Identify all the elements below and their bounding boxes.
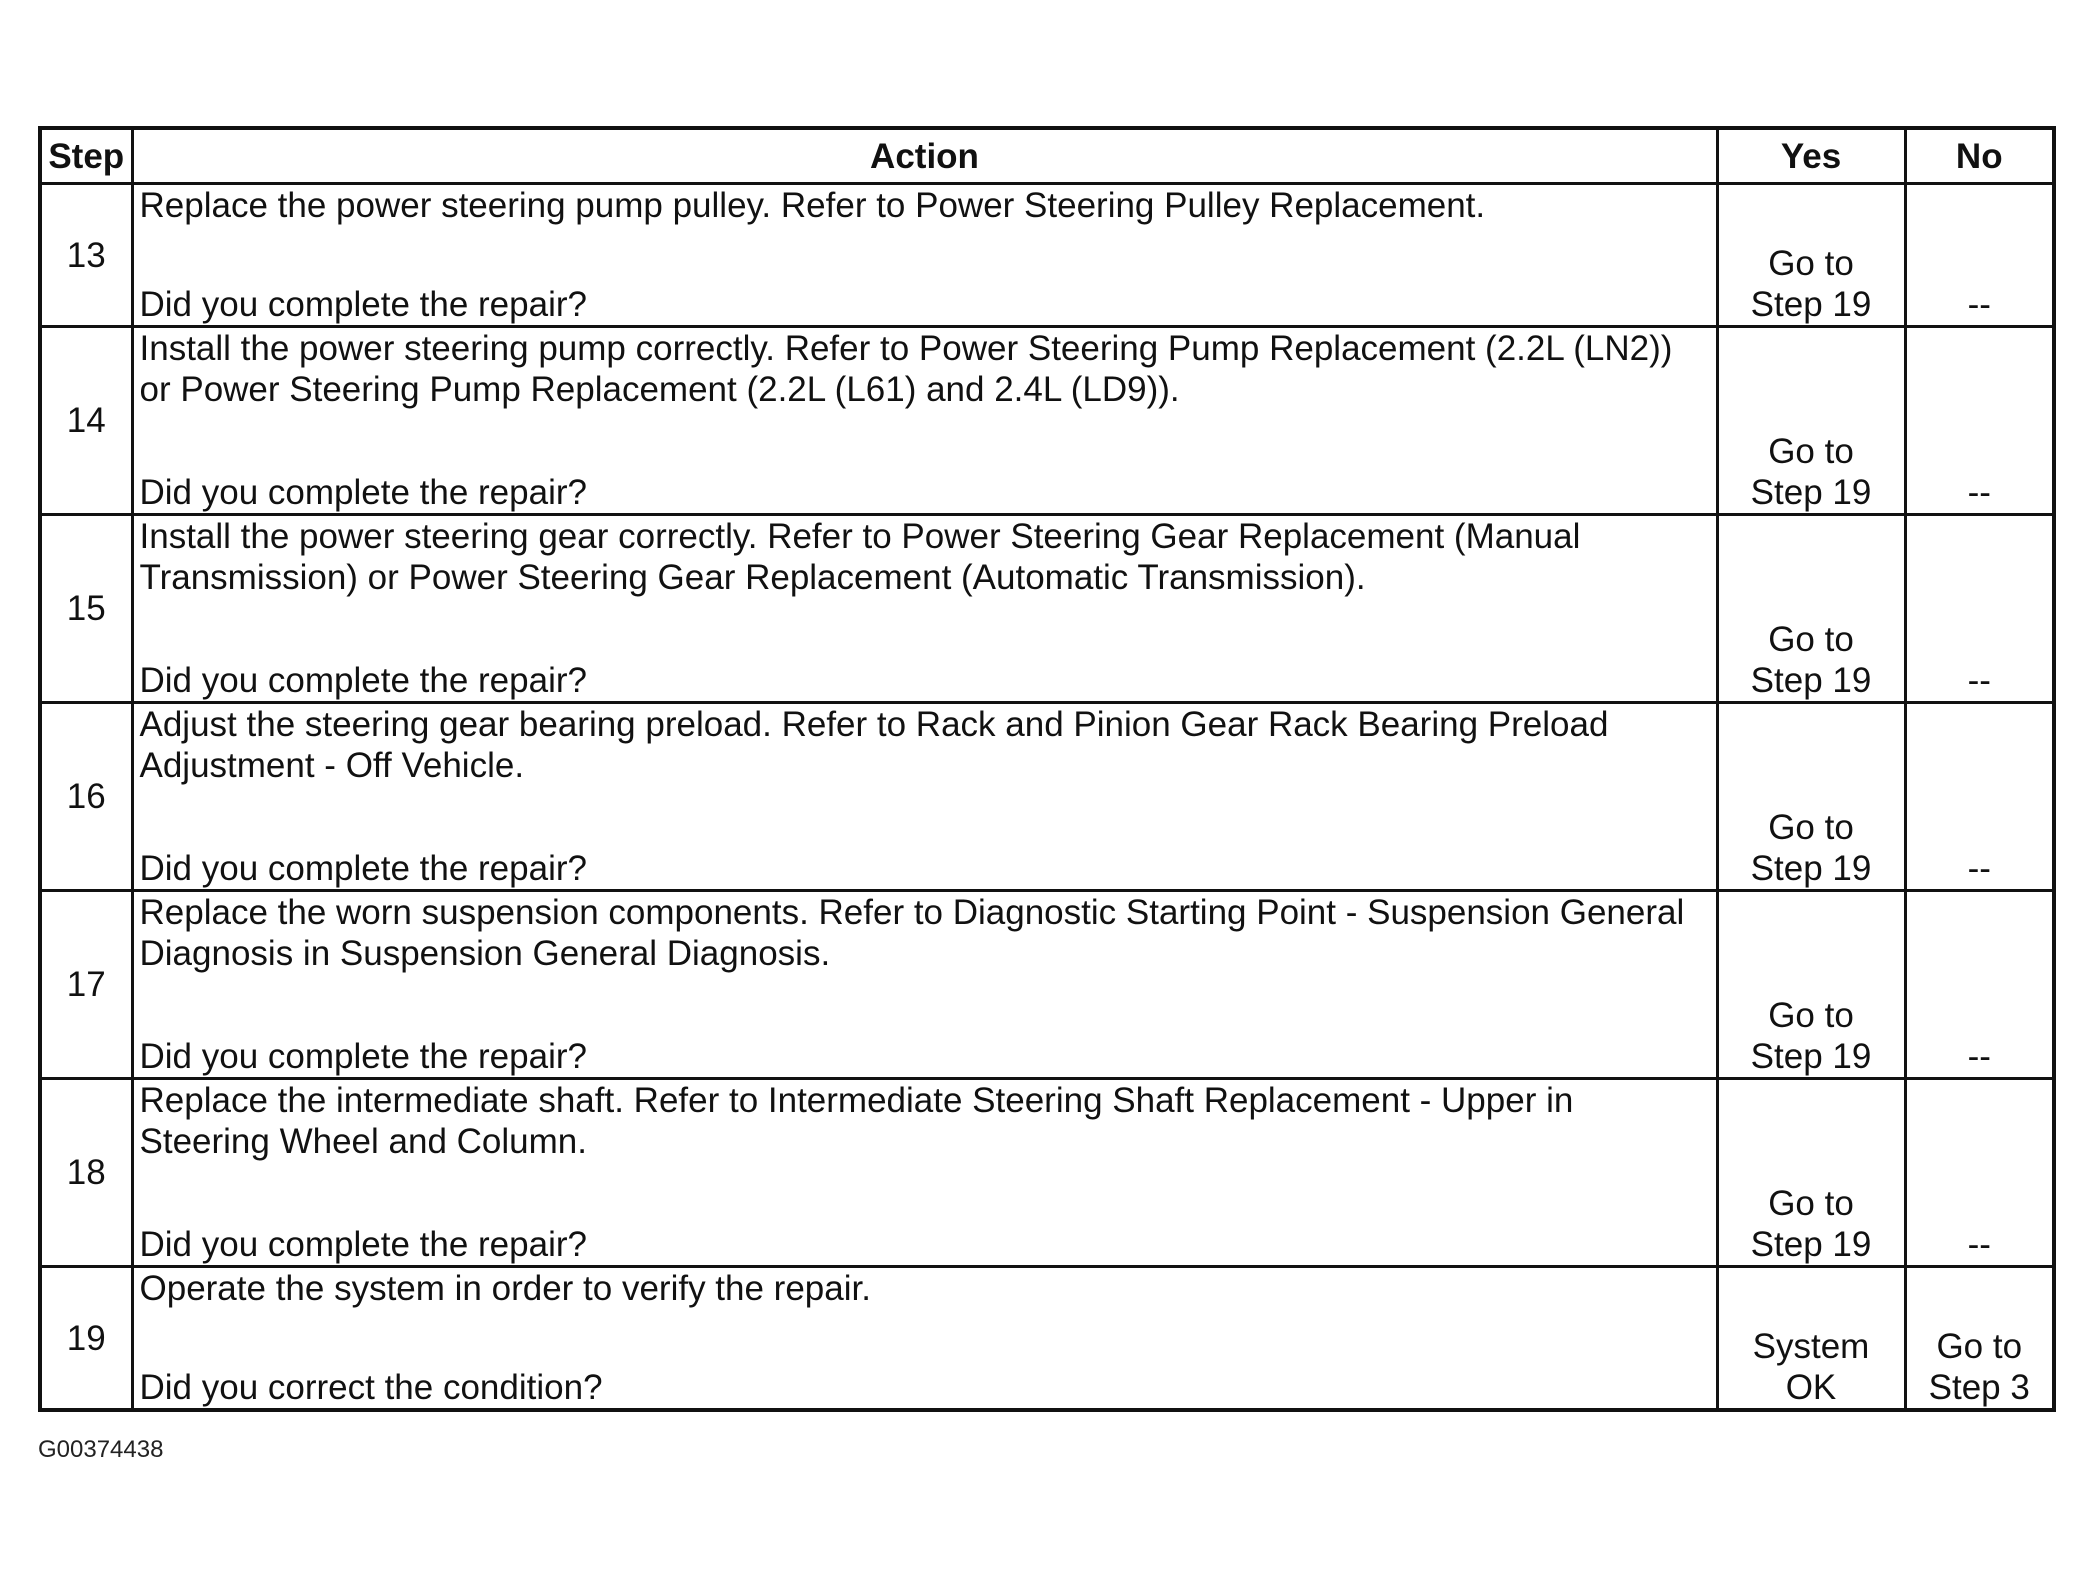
no-result [1905, 891, 2054, 1079]
no-line-2: -- [1967, 473, 1991, 512]
step-number: 19 [40, 1267, 132, 1411]
no-line-2: -- [1967, 1225, 1991, 1264]
action-cell [132, 1079, 1717, 1267]
yes-line-1: Go to [1768, 620, 1854, 659]
table-row [40, 515, 2054, 703]
action-cell [132, 703, 1717, 891]
no-result [1905, 327, 2054, 515]
table-row [40, 1267, 2054, 1411]
yes-line-1: Go to [1768, 244, 1854, 283]
yes-line-2: Step 19 [1750, 473, 1872, 512]
action-text: Install the power steering pump correctly. Refer to Power Steering Pump Replacement (2.2L (LN2)) or Power Steering Pump Replacement (2.2L (L61) and 2.4L (LD9)). [139, 329, 1673, 409]
yes-line-2: Step 19 [1750, 285, 1872, 324]
table-header-row [40, 128, 2054, 184]
question-text: Did you complete the repair? [139, 1225, 587, 1264]
no-line-1: Go to [1936, 1327, 2023, 1366]
header-yes: Yes [1717, 128, 1905, 184]
table-row [40, 327, 2054, 515]
action-cell [132, 891, 1717, 1079]
no-line-2: -- [1967, 849, 1991, 888]
yes-line-1: Go to [1768, 1184, 1854, 1223]
action-text: Replace the power steering pump pulley. Refer to Power Steering Pulley Replacement. [139, 186, 1486, 225]
header-no: No [1905, 128, 2054, 184]
yes-line-1: Go to [1768, 432, 1854, 471]
no-line-2: -- [1967, 1037, 1991, 1076]
action-text: Replace the intermediate shaft. Refer to Intermediate Steering Shaft Replacement - Upper in Steering Wheel and Column. [139, 1081, 1574, 1161]
no-line-1 [1907, 1183, 2053, 1224]
no-line-2: -- [1967, 285, 1991, 324]
no-result [1905, 1267, 2054, 1411]
yes-line-2: Step 19 [1750, 661, 1872, 700]
yes-line-2: Step 19 [1750, 849, 1872, 888]
yes-result [1717, 891, 1905, 1079]
step-number: 13 [40, 184, 132, 327]
action-cell [132, 515, 1717, 703]
action-text: Operate the system in order to verify the repair. [139, 1269, 871, 1308]
no-result [1905, 515, 2054, 703]
yes-line-1: Go to [1768, 996, 1854, 1035]
header-action: Action [132, 128, 1717, 184]
step-number: 16 [40, 703, 132, 891]
yes-line-1: System [1752, 1327, 1870, 1366]
no-result [1905, 184, 2054, 327]
no-line-1 [1907, 995, 2053, 1036]
no-line-2: Step 3 [1928, 1368, 2030, 1407]
action-text: Adjust the steering gear bearing preload. Refer to Rack and Pinion Gear Rack Bearing Preload Adjustment - Off Vehicle. [139, 705, 1609, 785]
action-cell [132, 327, 1717, 515]
no-line-1 [1907, 807, 2053, 848]
no-line-2: -- [1967, 661, 1991, 700]
step-number: 17 [40, 891, 132, 1079]
yes-line-2: Step 19 [1750, 1225, 1872, 1264]
question-text: Did you complete the repair? [139, 1037, 587, 1076]
no-line-1 [1907, 619, 2053, 660]
question-text: Did you complete the repair? [139, 473, 587, 512]
table-row [40, 184, 2054, 327]
step-number: 15 [40, 515, 132, 703]
question-text: Did you complete the repair? [139, 849, 587, 888]
yes-result [1717, 184, 1905, 327]
document-id: G00374438 [38, 1436, 164, 1463]
question-text: Did you complete the repair? [139, 661, 587, 700]
yes-result [1717, 1267, 1905, 1411]
diagnostic-table [38, 126, 2056, 1412]
step-number: 14 [40, 327, 132, 515]
no-line-1 [1907, 431, 2053, 472]
yes-line-1: Go to [1768, 808, 1854, 847]
yes-result [1717, 703, 1905, 891]
yes-line-2: Step 19 [1750, 1037, 1872, 1076]
yes-result [1717, 515, 1905, 703]
table-row [40, 1079, 2054, 1267]
yes-result [1717, 1079, 1905, 1267]
step-number: 18 [40, 1079, 132, 1267]
action-text: Replace the worn suspension components. Refer to Diagnostic Starting Point - Suspension General Diagnosis in Suspension General Diagnosis. [139, 893, 1685, 973]
table-row [40, 891, 2054, 1079]
action-cell [132, 184, 1717, 327]
action-cell [132, 1267, 1717, 1411]
yes-line-2: OK [1785, 1368, 1837, 1407]
question-text: Did you correct the condition? [139, 1368, 603, 1407]
yes-result [1717, 327, 1905, 515]
question-text: Did you complete the repair? [139, 285, 587, 324]
no-result [1905, 703, 2054, 891]
no-result [1905, 1079, 2054, 1267]
header-step: Step [40, 128, 132, 184]
table-row [40, 703, 2054, 891]
no-line-1 [1907, 243, 2053, 284]
action-text: Install the power steering gear correctly. Refer to Power Steering Gear Replacement (Manual Transmission) or Power Steering Gear Replacement (Automatic Transmission). [139, 517, 1581, 597]
